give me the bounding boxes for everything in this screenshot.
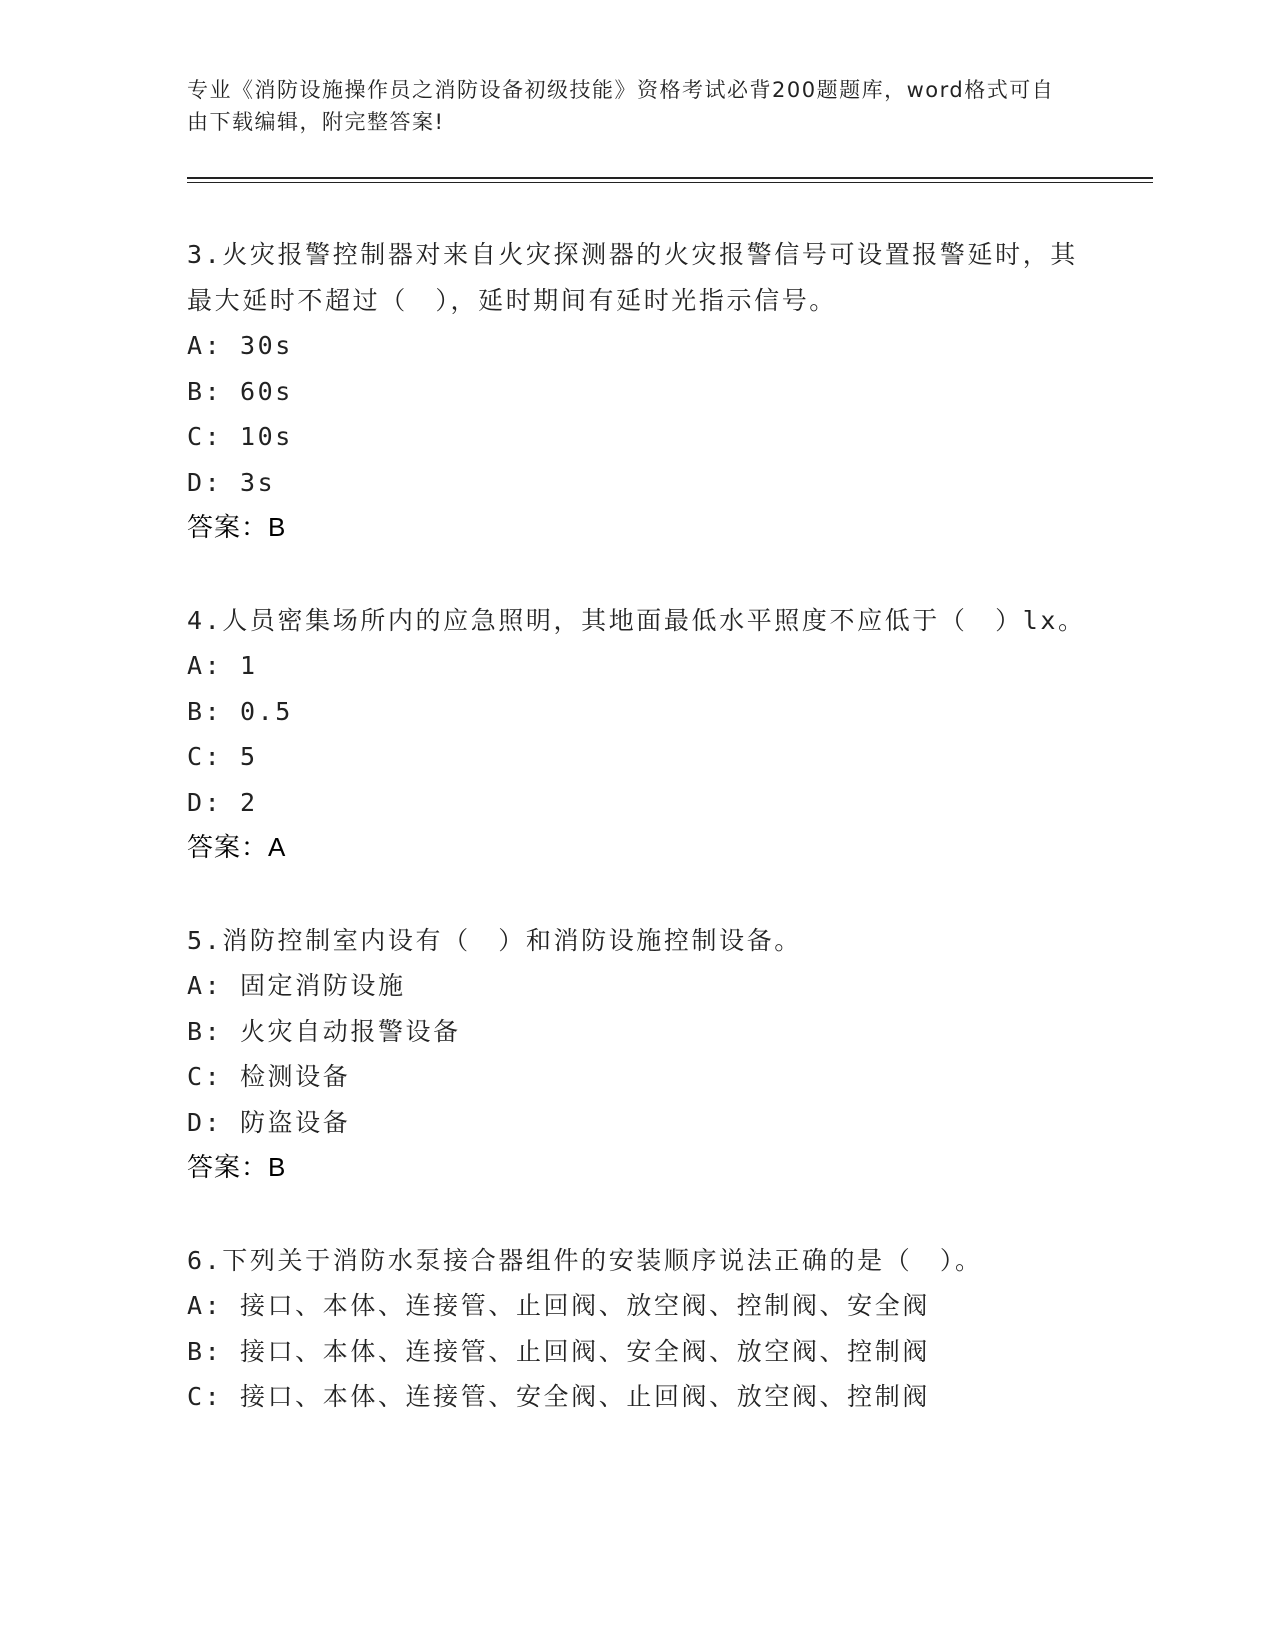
option-a: A: 1 [187, 651, 258, 680]
option-b: B: 接口、本体、连接管、止回阀、安全阀、放空阀、控制阀 [187, 1336, 930, 1366]
option-c: C: 10s [187, 422, 293, 451]
question-list [187, 232, 1087, 1467]
question-5 [187, 918, 1087, 1191]
option-d: D: 防盗设备 [187, 1107, 351, 1137]
document-header: 专业《消防设施操作员之消防设备初级技能》资格考试必背200题题库，word格式可自由下载编辑，附完整答案! [187, 78, 1055, 134]
question-6 [187, 1238, 1087, 1420]
option-c: C: 接口、本体、连接管、安全阀、止回阀、放空阀、控制阀 [187, 1382, 930, 1411]
question-stem: 6.下列关于消防水泵接合器组件的安装顺序说法正确的是（ ）。 [187, 1245, 983, 1275]
option-a: A: 固定消防设施 [187, 971, 406, 1000]
question-stem: 3.火灾报警控制器对来自火灾探测器的火灾报警信号可设置报警延时，其最大延时不超过（ ），延时期间有延时光指示信号。 [187, 240, 1078, 315]
header-divider-thick [187, 177, 1153, 179]
question-3 [187, 232, 1087, 551]
option-c: C: 5 [187, 742, 258, 771]
question-4 [187, 598, 1087, 871]
option-d: D: 3s [187, 467, 276, 497]
question-stem: 4.人员密集场所内的应急照明，其地面最低水平照度不应低于（ ）lx。 [187, 605, 1086, 635]
option-b: B: 60s [187, 376, 293, 406]
option-b: B: 火灾自动报警设备 [187, 1016, 461, 1046]
header-divider-thin [187, 182, 1153, 183]
option-c: C: 检测设备 [187, 1062, 351, 1091]
answer-line: 答案：A [187, 832, 287, 862]
option-a: A: 30s [187, 331, 293, 360]
option-b: B: 0.5 [187, 696, 293, 726]
answer-line: 答案：B [187, 512, 287, 542]
answer-line: 答案：B [187, 1152, 287, 1182]
question-stem: 5.消防控制室内设有（ ）和消防设施控制设备。 [187, 925, 802, 955]
option-d: D: 2 [187, 787, 258, 817]
option-a: A: 接口、本体、连接管、止回阀、放空阀、控制阀、安全阀 [187, 1291, 930, 1320]
